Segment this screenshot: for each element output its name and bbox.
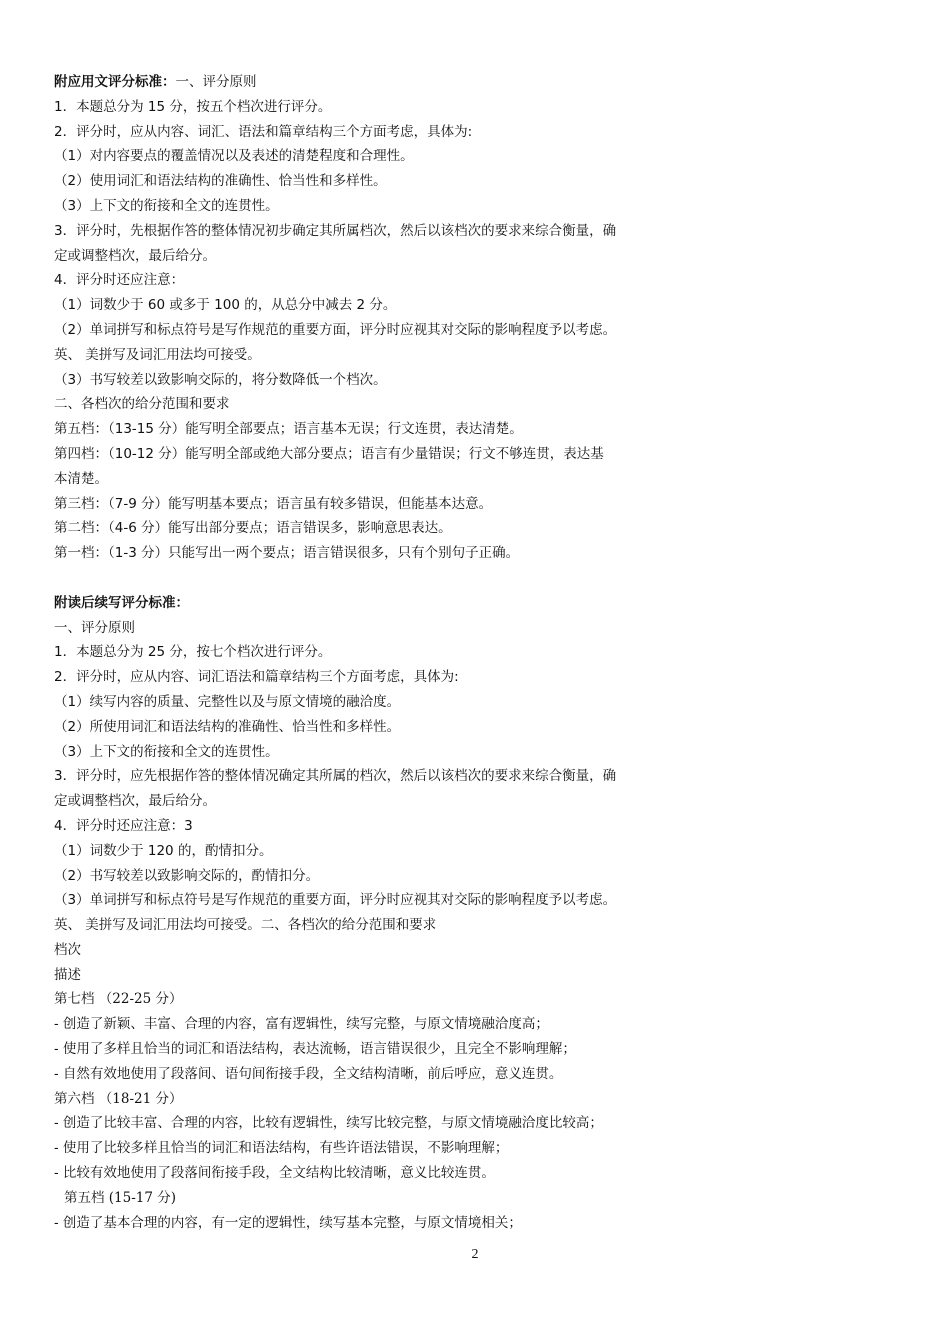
text-line: 3．评分时，应先根据作答的整体情况确定其所属的档次，然后以该档次的要求来综合衡量，确: [54, 768, 617, 785]
text-line: 4．评分时还应注意：: [54, 272, 185, 289]
text-line: 2．评分时，应从内容、词汇、语法和篇章结构三个方面考虑，具体为:: [54, 123, 473, 140]
text-line: - 创造了比较丰富、合理的内容，比较有逻辑性，续写比较完整，与原文情境融洽度比较高；: [54, 1115, 603, 1132]
text-line: 第六档 （18-21 分）: [54, 1090, 183, 1107]
text-line: （3）单词拼写和标点符号是写作规范的重要方面，评分时应视其对交际的影响程度予以考虑。: [54, 892, 617, 909]
text-line: 2．评分时，应从内容、词汇语法和篇章结构三个方面考虑，具体为:: [54, 669, 459, 686]
text-line: 第一档：（1-3 分）只能写出一两个要点；语言错误很多，只有个别句子正确。: [54, 545, 520, 562]
text-line: 描述: [54, 966, 81, 983]
text-line: 第三档：（7-9 分）能写明基本要点；语言虽有较多错误，但能基本达意。: [54, 495, 493, 512]
text-line: 定或调整档次，最后给分。: [54, 793, 216, 810]
text-line: 定或调整档次，最后给分。: [54, 247, 216, 264]
section2-lines: [54, 616, 714, 988]
text-line: 4．评分时还应注意：3: [54, 817, 193, 834]
section1-heading-rest: 一、评分原则: [175, 74, 257, 90]
section-gap: [54, 566, 714, 591]
grade-five-heading: 第五档 (15-17 分): [64, 1189, 177, 1206]
text-line: - 比较有效地使用了段落间衔接手段，全文结构比较清晰，意义比较连贯。: [54, 1165, 495, 1182]
page-number: 2: [471, 1247, 479, 1262]
text-line: 第五档：（13-15 分）能写明全部要点；语言基本无误；行文连贯，表达清楚。: [54, 421, 523, 438]
text-line: （2）单词拼写和标点符号是写作规范的重要方面，评分时应视其对交际的影响程度予以考虑。: [54, 321, 617, 338]
text-line: 本清楚。: [54, 470, 108, 487]
text-line: （2）使用词汇和语法结构的准确性、恰当性和多样性。: [54, 173, 387, 190]
text-line: （3）上下文的衔接和全文的连贯性。: [54, 197, 279, 214]
text-line: 3．评分时，先根据作答的整体情况初步确定其所属档次，然后以该档次的要求来综合衡量，确: [54, 222, 617, 239]
section1-heading-bold: 附应用文评分标准：: [54, 74, 176, 90]
section2-heading: 附读后续写评分标准：: [54, 594, 189, 611]
text-line: 1．本题总分为 25 分，按七个档次进行评分。: [54, 644, 332, 661]
text-line: （1）词数少于 120 的，酌情扣分。: [54, 842, 273, 859]
text-line: （2）所使用词汇和语法结构的准确性、恰当性和多样性。: [54, 718, 401, 735]
text-line: （1）词数少于 60 或多于 100 的，从总分中减去 2 分。: [54, 297, 397, 314]
text-line: - 使用了多样且恰当的词汇和语法结构，表达流畅，语言错误很少，且完全不影响理解；: [54, 1041, 576, 1058]
section1-heading: [54, 70, 714, 95]
text-line: 第七档 （22-25 分）: [54, 991, 183, 1008]
text-line: 第二档：（4-6 分）能写出部分要点；语言错误多，影响意思表达。: [54, 520, 452, 537]
document-body: [54, 70, 714, 1235]
grade-five-item: - 创造了基本合理的内容，有一定的逻辑性，续写基本完整，与原文情境相关；: [54, 1214, 522, 1231]
section1-lines: [54, 95, 714, 566]
text-line: 档次: [54, 941, 81, 958]
text-line: （2）书写较差以致影响交际的，酌情扣分。: [54, 867, 320, 884]
text-line: （1）续写内容的质量、完整性以及与原文情境的融洽度。: [54, 693, 401, 710]
text-line: （3）书写较差以致影响交际的，将分数降低一个档次。: [54, 371, 387, 388]
text-line: （1）对内容要点的覆盖情况以及表述的清楚程度和合理性。: [54, 148, 414, 165]
text-line: - 自然有效地使用了段落间、语句间衔接手段，全文结构清晰，前后呼应，意义连贯。: [54, 1065, 563, 1082]
text-line: 英、 美拼写及词汇用法均可接受。二、各档次的给分范围和要求: [54, 917, 437, 934]
text-line: 1．本题总分为 15 分，按五个档次进行评分。: [54, 98, 332, 115]
text-line: 第四档：（10-12 分）能写明全部或绝大部分要点；语言有少量错误；行文不够连贯，表达基: [54, 445, 604, 462]
text-line: - 使用了比较多样且恰当的词汇和语法结构，有些许语法错误，不影响理解；: [54, 1140, 509, 1157]
text-line: 二、各档次的给分范围和要求: [54, 396, 230, 413]
section2-grade-descriptions: [54, 987, 714, 1185]
text-line: （3）上下文的衔接和全文的连贯性。: [54, 743, 279, 760]
text-line: - 创造了新颖、丰富、合理的内容，富有逻辑性，续写完整，与原文情境融洽度高；: [54, 1016, 549, 1033]
text-line: 一、评分原则: [54, 619, 135, 636]
text-line: 英、 美拼写及词汇用法均可接受。: [54, 346, 261, 363]
